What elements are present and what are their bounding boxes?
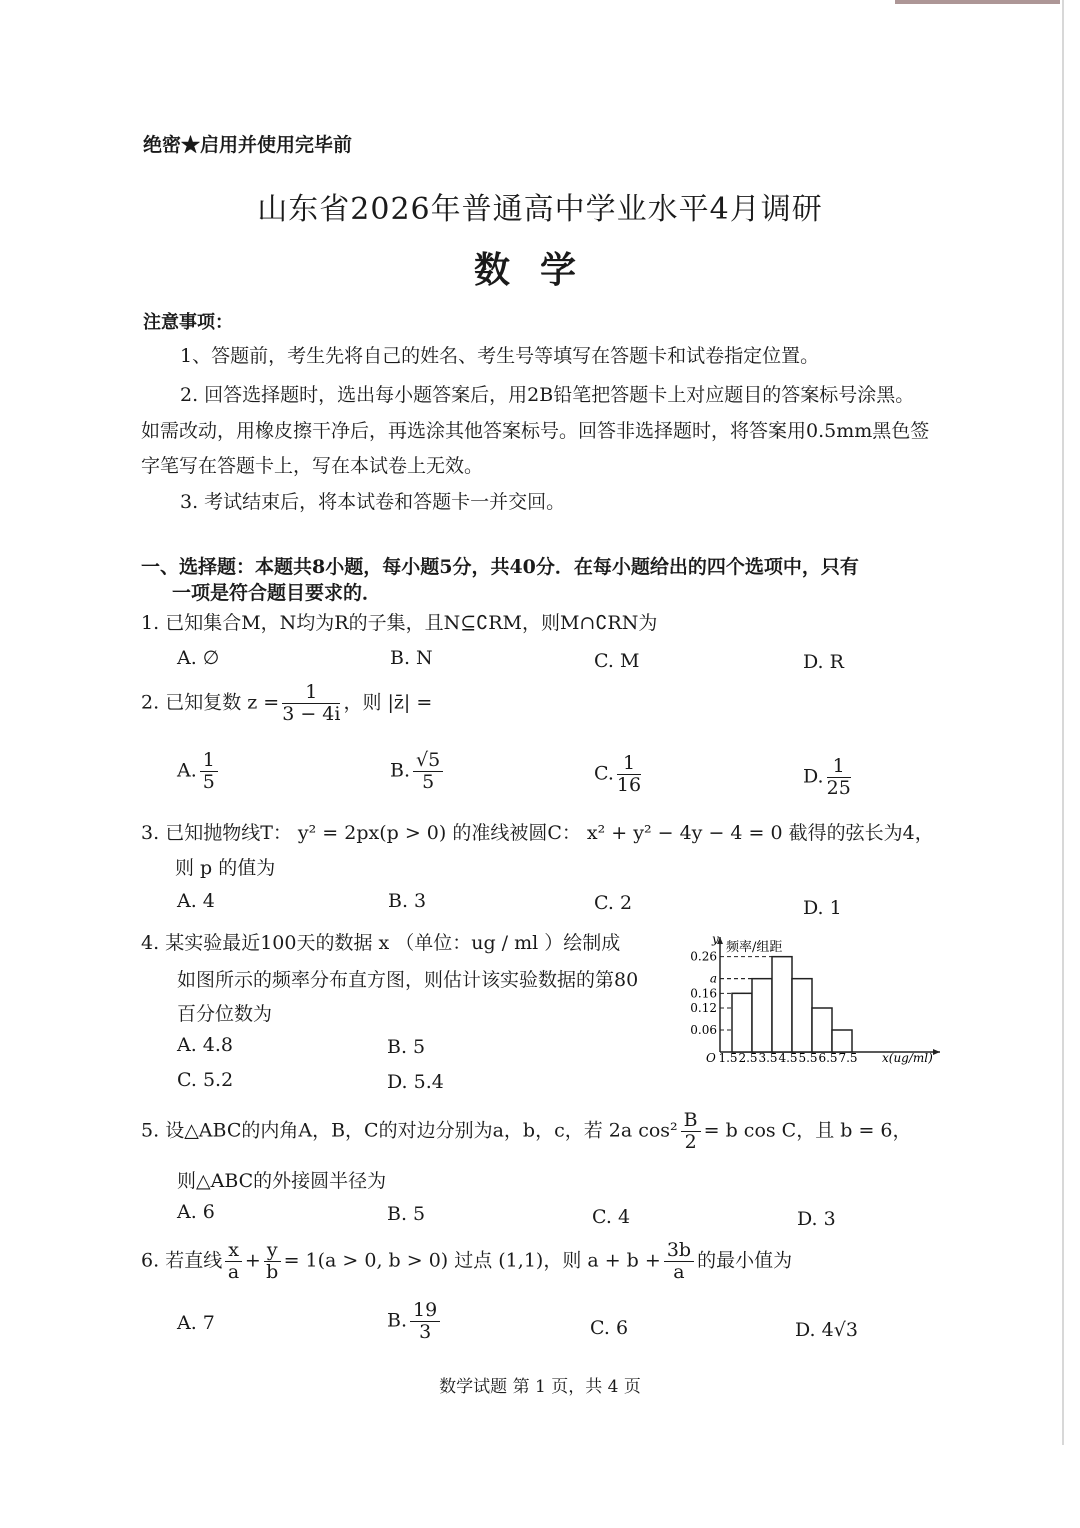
question-2: 2. 已知复数 z = $\frac{1}{3 - 4i}$ ，则 |z̄| = <box>141 681 433 725</box>
question-number: 2. <box>141 691 160 714</box>
note-1: 1、答题前，考生先将自己的姓名、考生号等填写在答题卡和试卷指定位置。 <box>180 345 820 367</box>
note-2-cont: 如需改动，用橡皮擦干净后，再选涂其他答案标号。回答非选择题时，将答案用0.5mm黑色签 <box>141 420 930 442</box>
q3-option-b: B. 3 <box>388 890 427 912</box>
histogram-bar <box>832 1030 852 1052</box>
q4-option-c: C. 5.2 <box>177 1069 234 1091</box>
confidential-label: 绝密★启用并使用完毕前 <box>143 134 353 156</box>
q2-option-a: A. $\frac{1}{5}$ <box>177 750 221 793</box>
question-1 <box>141 608 657 635</box>
y-tick-label: 0.16 <box>690 986 717 1001</box>
histogram-bar <box>792 979 812 1052</box>
note-2-cont2: 字笔写在答题卡上，写在本试卷上无效。 <box>141 455 484 477</box>
x-tick-label: 6.5 <box>818 1051 838 1065</box>
q2-option-d: D. $\frac{1}{25}$ <box>803 755 851 799</box>
origin-label: O <box>706 1051 716 1065</box>
q5-option-a: A. 6 <box>177 1201 215 1223</box>
fraction: $\frac{1}{3 - 4i}$ <box>282 681 341 725</box>
exam-title: 山东省2026年普通高中学业水平4月调研 <box>257 192 823 227</box>
section-heading-cont: 一项是符合题目要求的． <box>172 582 382 604</box>
page-footer: 数学试题 第 1 页，共 4 页 <box>439 1377 641 1397</box>
question-5-cont: 则△ABC的外接圆半径为 <box>177 1170 387 1192</box>
question-stem: 已知抛物线T： y² = 2px(p > 0) 的准线被圆C： x² + y² − 4y − 4 = 0 截得的弦长为4， <box>165 822 934 844</box>
q3-option-a: A. 4 <box>177 890 215 912</box>
x-tick-label: 5.5 <box>798 1051 818 1065</box>
q1-option-c: C. M <box>594 650 640 672</box>
q6-option-a: A. 7 <box>177 1312 215 1334</box>
q1-option-d: D. R <box>803 651 844 673</box>
question-number: 1. <box>141 612 160 634</box>
x-tick-label: 7.5 <box>838 1051 858 1065</box>
question-stem: 已知集合M，N均为R的子集，且N⊆∁RM，则M∩∁RN为 <box>165 612 658 634</box>
question-6: 6. 若直线 $\frac{x}{a}$ + $\frac{y}{b}$ = 1(a > 0, b > 0) 过点 (1,1)，则 a + b + $\frac{3b}{a}$ 的最小值为 <box>141 1239 793 1283</box>
q4-option-a: A. 4.8 <box>177 1034 234 1056</box>
note-2: 2. 回答选择题时，选出每小题答案后，用2B铅笔把答题卡上对应题目的答案标号涂黑。 <box>180 384 915 406</box>
q4-option-b: B. 5 <box>387 1036 426 1058</box>
y-tick-label: a <box>709 971 717 986</box>
q6-option-d: D. 4√3 <box>795 1319 858 1341</box>
histogram-bar <box>752 979 772 1052</box>
y-axis-var: y <box>712 932 719 946</box>
notes-heading: 注意事项： <box>143 312 233 333</box>
q3-option-c: C. 2 <box>594 892 633 914</box>
fraction: $\frac{B}{2}$ <box>681 1110 701 1153</box>
q2-option-b: B. $\frac{√5}{5}$ <box>390 750 446 793</box>
question-stem: 设△ABC的内角A，B，C的对边分别为a，b，c，若 2a cos² <box>165 1119 678 1142</box>
x-tick-label: 4.5 <box>778 1051 798 1065</box>
q2-option-c: C. $\frac{1}{16}$ <box>594 752 642 796</box>
question-4-cont2: 百分位数为 <box>177 1003 273 1025</box>
x-axis-label: x(ug/ml) <box>882 1051 933 1065</box>
q6-option-c: C. 6 <box>590 1317 629 1339</box>
x-axis-arrow <box>933 1049 940 1055</box>
question-5: 5. 设△ABC的内角A，B，C的对边分别为a，b，c，若 2a cos² $\frac{B}{2}$ = b cos C，且 b = 6， <box>141 1109 912 1153</box>
q1-option-a: A. ∅ <box>177 647 220 669</box>
scan-mark <box>895 0 1060 4</box>
histogram-bar <box>812 1008 832 1052</box>
question-3: 3. 已知抛物线T： y² = 2px(p > 0) 的准线被圆C： x² + y² − 4y − 4 = 0 截得的弦长为4， <box>141 822 934 844</box>
q5-option-c: C. 4 <box>592 1206 631 1228</box>
x-tick-label: 2.5 <box>738 1051 758 1065</box>
question-stem: 某实验最近100天的数据 x （单位：ug / ml ）绘制成 <box>165 932 621 954</box>
q6-option-b: B. $\frac{19}{3}$ <box>387 1300 443 1343</box>
q5-option-b: B. 5 <box>387 1203 426 1225</box>
question-stem: 已知复数 z = <box>165 691 280 714</box>
q5-option-d: D. 3 <box>797 1208 836 1230</box>
section-heading: 一、选择题：本题共8小题，每小题5分，共40分．在每小题给出的四个选项中，只有 <box>141 556 859 578</box>
question-stem: 若直线 <box>165 1249 223 1272</box>
q4-option-d: D. 5.4 <box>387 1071 444 1093</box>
y-tick-label: 0.26 <box>690 949 717 964</box>
y-tick-label: 0.12 <box>690 1001 717 1015</box>
question-3-cont: 则 p 的值为 <box>175 857 276 879</box>
histogram-bar <box>732 993 752 1052</box>
question-4-cont: 如图所示的频率分布直方图，则估计该实验数据的第80 <box>177 969 639 991</box>
histogram-bar <box>772 957 792 1052</box>
frequency-histogram <box>670 925 950 1075</box>
q1-option-b: B. N <box>390 647 433 669</box>
q3-option-d: D. 1 <box>803 897 842 919</box>
y-axis-label: 频率/组距 <box>726 940 783 955</box>
subject-title: 数学 <box>473 249 606 291</box>
question-4: 4. 某实验最近100天的数据 x （单位：ug / ml ）绘制成 <box>141 932 621 954</box>
y-tick-label: 0.06 <box>690 1023 717 1037</box>
x-tick-label: 3.5 <box>758 1051 778 1065</box>
x-tick-label: 1.5 <box>718 1051 738 1065</box>
note-3: 3. 考试结束后，将本试卷和答题卡一并交回。 <box>180 491 566 513</box>
